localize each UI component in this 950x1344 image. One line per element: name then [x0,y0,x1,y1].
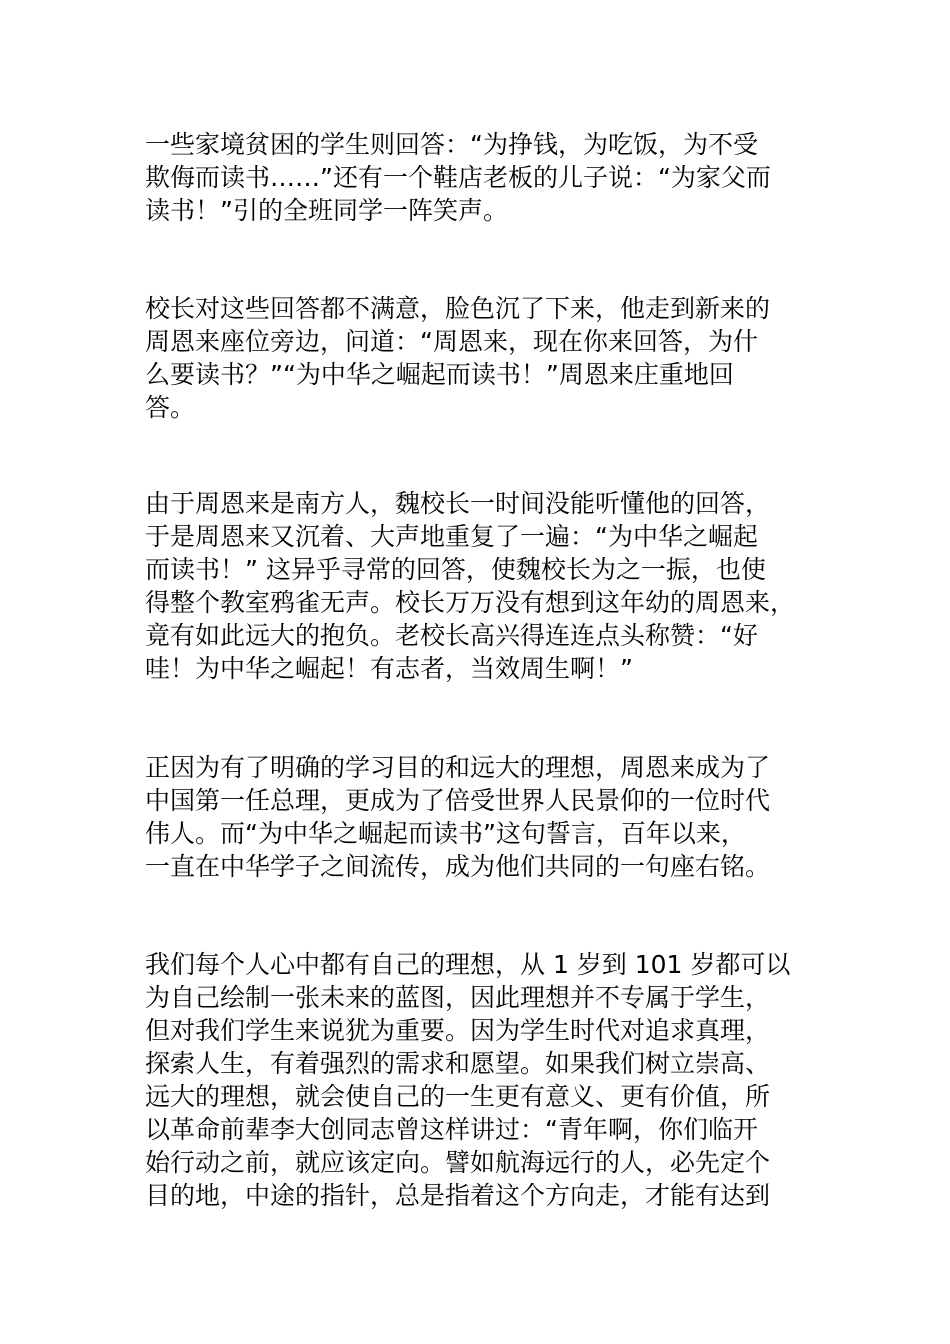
paragraph-line: 么要读书？”“为中华之崛起而读书！”周恩来庄重地回 [145,360,734,389]
paragraph-line: 周恩来座位旁边，问道：“周恩来，现在你来回答，为什 [145,327,758,356]
paragraph-line: 但对我们学生来说犹为重要。因为学生时代对追求真理， [145,1016,771,1045]
paragraph-line: 以革命前辈李大创同志曾这样讲过：“青年啊，你们临开 [145,1115,758,1144]
paragraph-3 [145,487,805,685]
paragraph-line: 探索人生，有着强烈的需求和愿望。如果我们树立崇高、 [145,1049,771,1078]
paragraph-line: 始行动之前，就应该定向。譬如航海远行的人，必先定个 [145,1148,771,1177]
paragraph-line: 为自己绘制一张未来的蓝图，因此理想并不专属于学生， [145,983,771,1012]
paragraph-line: 校长对这些回答都不满意，脸色沉了下来，他走到新来的 [145,294,771,323]
paragraph-4 [145,751,805,883]
paragraph-1 [145,128,805,227]
paragraph-line: 竟有如此远大的抱负。老校长高兴得连连点头称赞：“好 [145,621,758,650]
paragraph-line: 哇！为中华之崛起！有志者，当效周生啊！” [145,654,633,683]
paragraph-line: 目的地，中途的指针，总是指着这个方向走，才能有达到 [145,1181,771,1210]
paragraph-line: 伟人。而“为中华之崛起而读书”这句誓言，百年以来， [145,819,746,848]
paragraph-line: 正因为有了明确的学习目的和远大的理想，周恩来成为了 [145,753,771,782]
paragraph-line: 中国第一任总理，更成为了倍受世界人民景仰的一位时代 [145,786,771,815]
paragraph-line: 于是周恩来又沉着、大声地重复了一遍：“为中华之崛起 [145,522,758,551]
paragraph-line: 一直在中华学子之间流传，成为他们共同的一句座右铭。 [145,852,771,881]
paragraph-line: 由于周恩来是南方人，魏校长一时间没能听懂他的回答， [145,489,771,518]
paragraph-2 [145,292,805,424]
paragraph-line: 我们每个人心中都有自己的理想，从 1 岁到 101 岁都可以 [145,950,791,979]
paragraph-line: 而读书！” 这异乎寻常的回答，使魏校长为之一振，也使 [145,555,766,584]
paragraph-line: 欺侮而读书……”还有一个鞋店老板的儿子说：“为家父而 [145,163,771,192]
paragraph-line: 读书！”引的全班同学一阵笑声。 [145,196,508,225]
paragraph-line: 答。 [145,393,196,422]
paragraph-line: 一些家境贫困的学生则回答：“为挣钱，为吃饭，为不受 [145,130,758,159]
paragraph-5 [145,948,805,1212]
paragraph-line: 远大的理想，就会使自己的一生更有意义、更有价值，所 [145,1082,771,1111]
paragraph-line: 得整个教室鸦雀无声。校长万万没有想到这年幼的周恩来， [145,588,796,617]
